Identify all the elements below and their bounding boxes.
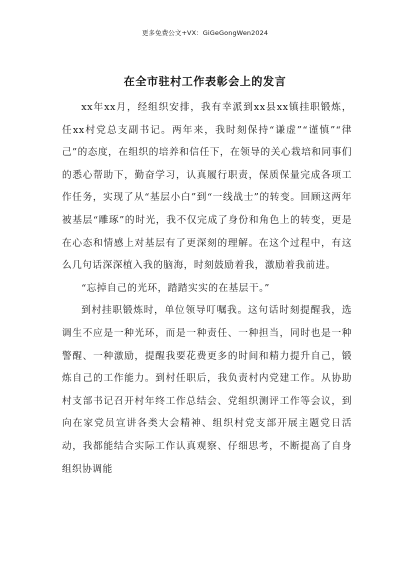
quote-paragraph: “忘掉自己的光环，踏踏实实的在基层干。” bbox=[81, 282, 270, 294]
paragraph: xx年xx月，经组织安排，我有幸派到xx县xx镇挂职锻炼，任xx村党总支副书记。两年来，我时刻保持“谦虚”“谨慎”“律己”的态度，在组织的培养和信任下，在领导的关心栽培和同事们的悉心帮助下，勤奋学习，认真履行职责，保质保量完成各项工作任务，实现了从“基层小白”到“一线战士”的转变。回顾这两年被基层“雕琢”的时光，我不仅完成了身份和角色上的转变，更是在心态和情感上对基层有了更深刻的理解。在这个过程中，有这么几句话深深植入我的脑海，时刻鼓励着我，激励着我前进。 bbox=[62, 102, 352, 272]
document-title: 在全市驻村工作表彰会上的发言 bbox=[123, 75, 287, 88]
paragraph: 到村挂职锻炼时，单位领导叮嘱我。这句话时刻提醒我，选调生不应是一种光环，而是一种责任、一种担当，同时也是一种警醒、一种激励，提醒我要花费更多的时间和精力提升自己，锻炼自己的工作能力。到村任职后，我负责村内党建工作。从协助村支部书记召开村年终工作总结会、党组织测评工作等会议，到向在家党员宣讲各类大会精神、组织村党支部开展主题党日活动，我都能结合实际工作认真观察、仔细思考，不断提高了自身组织协调能 bbox=[62, 305, 352, 475]
header-note: 更多免费公文+VX：GiGeGongWen2024 bbox=[141, 29, 269, 37]
document-body bbox=[62, 97, 352, 481]
